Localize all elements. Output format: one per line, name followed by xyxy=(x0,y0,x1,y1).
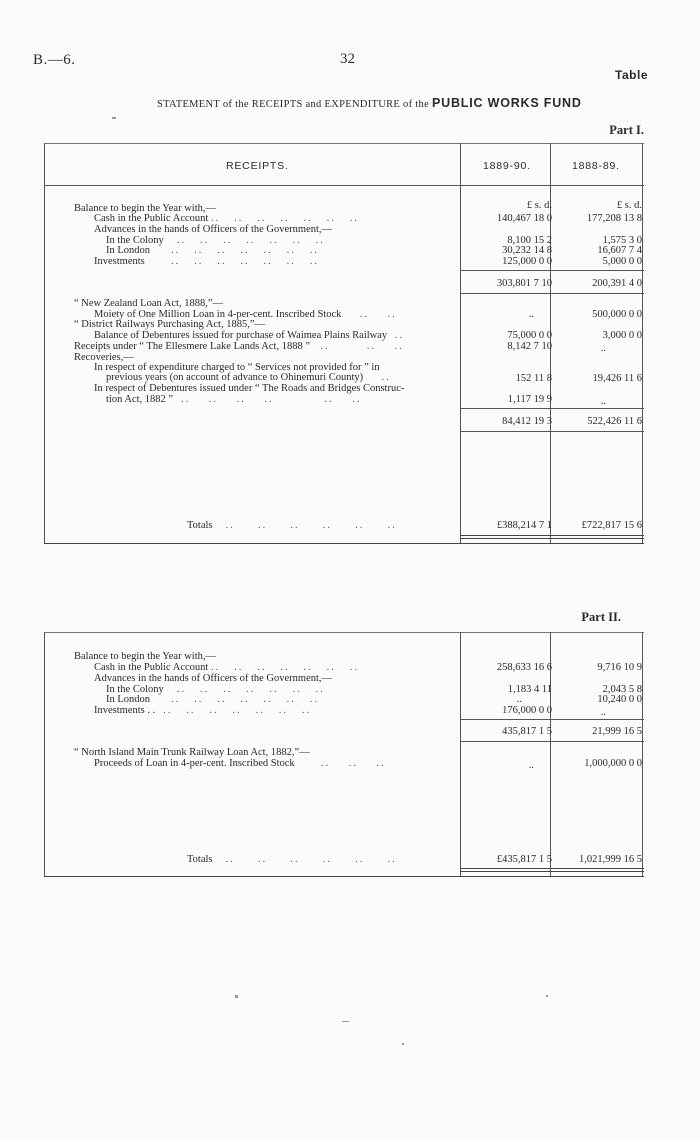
totals-1889: £388,214 7 1 xyxy=(496,520,552,531)
investments-1889: 125,000 0 0 xyxy=(502,256,552,267)
scan-speck xyxy=(546,995,548,997)
year-1888-89-header: 1888-89. xyxy=(572,160,620,172)
title-prefix: STATEMENT of the RECEIPTS and EXPENDITURE of the xyxy=(157,99,430,110)
proceeds-1888: 1,000,000 0 0 xyxy=(584,758,642,769)
title-fund-name: PUBLIC WORKS FUND xyxy=(432,96,582,110)
cash-1889-p2: 258,633 16 6 xyxy=(496,662,552,673)
part-1-table: RECEIPTS. 1889-90. 1888-89. £ s. d. £ s. d. Balance to begin the Year with,— Cash in the Public Account .. .. .. .. .. .. .. 140,467 18 0 177,208 13 8 Advances in the hands of Officers of the Government,— In the Colony .. .. .. .. .. .. .. 8,100 15 2 1,575 3 0 In London .. .. .. .. .. .. .. 30,232 14 8 16,607 7 4 Investments .. .. .. .. .. .. .. 125,000 0 0 5,000 0 0 303,801 7 10 200,391 4 0 “ New Zealand Loan Act, 1888,”— Moiety of One Million Loan in 4-per-cent. Inscribed Stock .. .. .. 500,000 0 0 “ District Railways Purchasing Act, 1885,”— Balance of Debentures issued for purchase of Waimea Plains Railway .. 75,000 0 0 3,000 0 0 Receipts under “ The Ellesmere Lake Lands Act, 1888 ” .. .. .. 8,142 7 10 .. Recoveries,— In respect of expenditure charged to “ Services not provided for ” in previous years (on account of advance to Ohinemuri County) .. 152 11 8 19,426 11 6 In respect of Debentures issued under “ The Roads and Bridges Construc- tion Act, 1882 ” .. .. .. .. .. .. 1,117 19 9 .. 84,412 19 3 522,426 11 6 Totals .. .. .. .. .. .. £388,214 7 1 £722,817 15 6 xyxy=(44,143,644,547)
scan-speck xyxy=(235,995,238,998)
page-number: 32 xyxy=(340,51,355,67)
ellesmere-1888: .. xyxy=(600,343,606,354)
moiety-1889: .. xyxy=(528,309,534,320)
balance-total-1889: 303,801 7 10 xyxy=(496,278,552,289)
totals-1888: £722,817 15 6 xyxy=(581,520,642,531)
scan-speck xyxy=(402,1043,404,1045)
services-1889: 152 11 8 xyxy=(515,373,552,384)
cash-1888-p2: 9,716 10 9 xyxy=(597,662,642,673)
colony-1888-p2: 2,043 5 8 xyxy=(602,684,642,695)
balance-total-1888: 200,391 4 0 xyxy=(592,278,642,289)
scan-speck xyxy=(112,117,116,119)
totals-1888-p2: 1,021,999 16 5 xyxy=(579,854,642,865)
document-reference: B.—6. xyxy=(33,52,76,68)
cash-1888: 177,208 13 8 xyxy=(586,213,642,224)
moiety-1888: 500,000 0 0 xyxy=(592,309,642,320)
proceeds-1889: .. xyxy=(528,760,534,771)
investments-1889-p2: 176,000 0 0 xyxy=(502,705,552,716)
ellesmere-1889: 8,142 7 10 xyxy=(507,341,552,352)
london-1889-p2: .. xyxy=(516,694,522,705)
unit-header-1889: £ s. d. xyxy=(526,200,552,211)
subtotal-1888: 522,426 11 6 xyxy=(587,416,642,427)
colony-1889: 8,100 15 2 xyxy=(507,235,552,246)
london-1889: 30,232 14 8 xyxy=(502,245,552,256)
london-1888-p2: 10,240 0 0 xyxy=(597,694,642,705)
debentures-1889: 75,000 0 0 xyxy=(507,330,552,341)
debentures-1888: 3,000 0 0 xyxy=(602,330,642,341)
receipts-column-header: RECEIPTS. xyxy=(226,160,289,172)
table-label: Table xyxy=(615,68,648,82)
part-2-table: Balance to begin the Year with,— Cash in the Public Account .. .. .. .. .. .. .. 258,633 16 6 9,716 10 9 Advances in the hands of Officers of the Government,— In the Colony .. .. .. .. .. .. .. 1,183 4 11 2,043 5 8 In London .. .. .. .. .. .. .. .. 10,240 0 0 Investments . . .. .. .. .. .. .. .. 176,000 0 0 .. 435,817 1 5 21,999 16 5 “ North Island Main Trunk Railway Loan Act, 1882,”— Proceeds of Loan in 4-per-cent. Inscribed Stock .. .. .. .. 1,000,000 0 0 Totals .. .. .. .. .. .. £435,817 1 5 1,021,999 16 5 xyxy=(44,632,644,880)
roads-1889: 1,117 19 9 xyxy=(507,394,552,405)
investments-1888: 5,000 0 0 xyxy=(602,256,642,267)
services-1888: 19,426 11 6 xyxy=(592,373,642,384)
colony-1889-p2: 1,183 4 11 xyxy=(507,684,552,695)
part-1-label: Part I. xyxy=(609,123,644,137)
subtotal-1889: 84,412 19 3 xyxy=(502,416,552,427)
cash-1889: 140,467 18 0 xyxy=(496,213,552,224)
colony-1888: 1,575 3 0 xyxy=(602,235,642,246)
balance-total-1889-p2: 435,817 1 5 xyxy=(502,726,552,737)
investments-1888-p2: .. xyxy=(600,707,606,718)
balance-total-1888-p2: 21,999 16 5 xyxy=(592,726,642,737)
year-1889-90-header: 1889-90. xyxy=(483,160,531,172)
part-2-label: Part II. xyxy=(581,610,621,624)
roads-1888: .. xyxy=(600,396,606,407)
statement-title xyxy=(157,96,582,110)
totals-1889-p2: £435,817 1 5 xyxy=(496,854,552,865)
unit-header-1888: £ s. d. xyxy=(616,200,642,211)
london-1888: 16,607 7 4 xyxy=(597,245,642,256)
scan-speck xyxy=(342,1021,349,1022)
